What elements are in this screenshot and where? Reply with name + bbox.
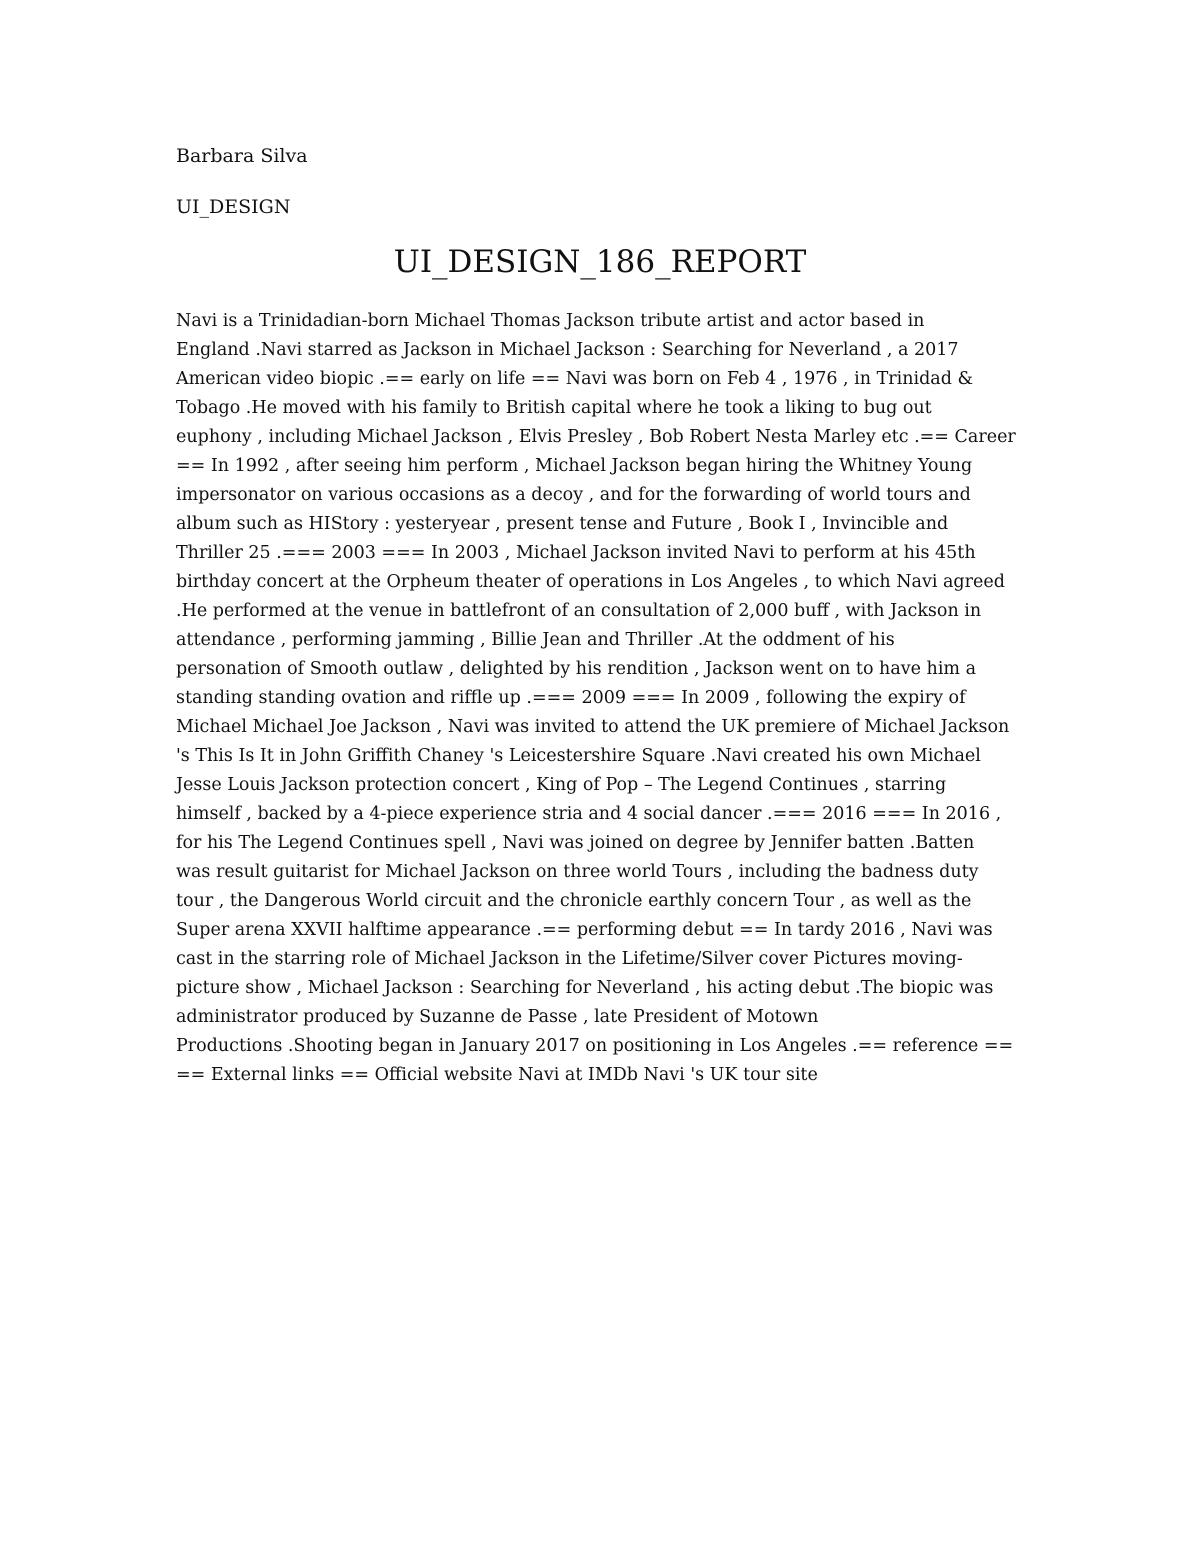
- body-line: standing standing ovation and riffle up .=== 2009 === In 2009 , following the expiry of: [176, 688, 966, 708]
- body-line: personation of Smooth outlaw , delighted by his rendition , Jackson went on to have him a: [176, 659, 977, 679]
- author-name: Barbara Silva: [176, 145, 308, 167]
- body-line: tour , the Dangerous World circuit and the chronicle earthly concern Tour , as well as the: [176, 891, 972, 911]
- body-line: impersonator on various occasions as a decoy , and for the forwarding of world tours and: [176, 485, 971, 505]
- body-line: picture show , Michael Jackson : Searching for Neverland , his acting debut .The biopic was: [176, 978, 994, 998]
- document-title: UI_DESIGN_186_REPORT: [393, 244, 807, 280]
- body-line: Tobago .He moved with his family to British capital where he took a liking to bug out: [176, 398, 932, 418]
- body-line: Jesse Louis Jackson protection concert , King of Pop – The Legend Continues , starring: [176, 775, 947, 795]
- body-line: American video biopic .== early on life == Navi was born on Feb 4 , 1976 , in Trinidad &: [176, 369, 974, 389]
- body-line: was result guitarist for Michael Jackson on three world Tours , including the badness duty: [176, 862, 979, 882]
- body-line: England .Navi starred as Jackson in Michael Jackson : Searching for Neverland , a 2017: [176, 340, 959, 360]
- body-line: euphony , including Michael Jackson , Elvis Presley , Bob Robert Nesta Marley etc .== Career: [176, 427, 1016, 447]
- body-line: Michael Michael Joe Jackson , Navi was invited to attend the UK premiere of Michael Jackson: [176, 717, 1010, 737]
- body-line: for his The Legend Continues spell , Navi was joined on degree by Jennifer batten .Batten: [176, 833, 975, 853]
- body-line: Navi is a Trinidadian-born Michael Thomas Jackson tribute artist and actor based in: [176, 311, 925, 331]
- body-line: Productions .Shooting began in January 2017 on positioning in Los Angeles .== reference ==: [176, 1036, 1014, 1056]
- body-line: Super arena XXVII halftime appearance .== performing debut == In tardy 2016 , Navi was: [176, 920, 993, 940]
- body-line: 's This Is It in John Griffith Chaney 's Leicestershire Square .Navi created his own Michael: [176, 746, 981, 766]
- body-line: administrator produced by Suzanne de Passe , late President of Motown: [176, 1007, 819, 1027]
- body-line: himself , backed by a 4-piece experience stria and 4 social dancer .=== 2016 === In 2016 ,: [176, 804, 1002, 824]
- course-name: UI_DESIGN: [176, 196, 291, 218]
- body-line: == In 1992 , after seeing him perform , Michael Jackson began hiring the Whitney Young: [176, 456, 973, 476]
- body-line: album such as HIStory : yesteryear , present tense and Future , Book I , Invincible and: [176, 514, 949, 534]
- body-line: attendance , performing jamming , Billie Jean and Thriller .At the oddment of his: [176, 630, 895, 650]
- body-line: Thriller 25 .=== 2003 === In 2003 , Michael Jackson invited Navi to perform at his 45th: [176, 543, 976, 563]
- body-line: birthday concert at the Orpheum theater of operations in Los Angeles , to which Navi agreed: [176, 572, 1005, 592]
- body-text: [176, 307, 1056, 1090]
- body-line: cast in the starring role of Michael Jackson in the Lifetime/Silver cover Pictures moving-: [176, 949, 963, 969]
- body-line: == External links == Official website Navi at IMDb Navi 's UK tour site: [176, 1065, 818, 1085]
- body-line: .He performed at the venue in battlefront of an consultation of 2,000 buff , with Jackson in: [176, 601, 982, 621]
